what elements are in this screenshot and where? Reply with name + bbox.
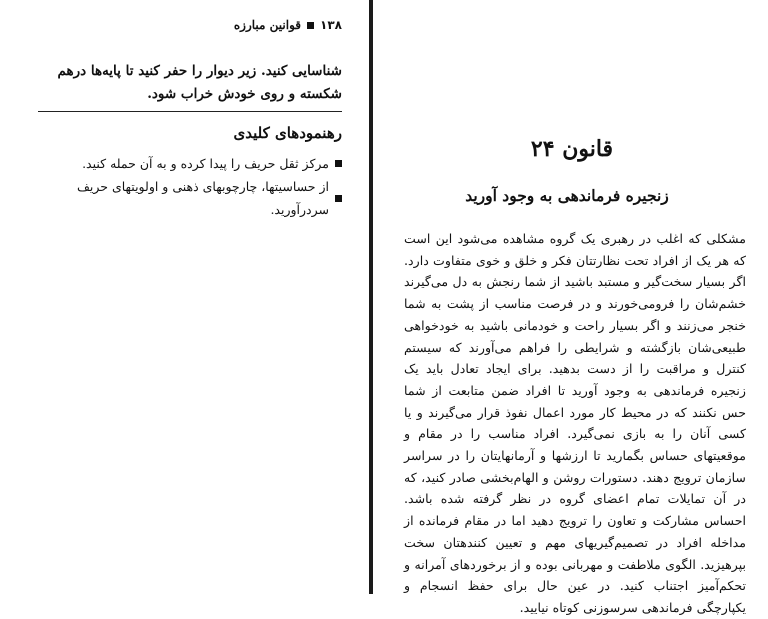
key-points-heading: رهنمودهای کلیدی [233, 124, 342, 142]
page-header [234, 18, 342, 32]
key-points-list [34, 152, 342, 221]
intro-paragraph: شناسایی کنید. زیر دیوار را حفر کنید تا پایه‌ها درهم شکسته و روی خودش خراب شود. [57, 63, 342, 102]
section-divider [38, 111, 342, 112]
book-title: قوانین مبارزه [233, 18, 302, 32]
key-point-text: از حساسیتها، چارچوبهای ذهنی و اولویتهای حریف سردرآورید. [76, 179, 329, 217]
key-point-text: مرکز ثقل حریف را پیدا کرده و به آن حمله کنید. [82, 156, 329, 171]
square-bullet-icon [307, 22, 314, 29]
law-title: قانون ۲۴ [530, 136, 614, 162]
square-bullet-icon [335, 195, 342, 202]
list-item [34, 152, 342, 175]
right-page [376, 0, 768, 615]
book-spine [369, 0, 373, 594]
list-item [34, 175, 342, 221]
square-bullet-icon [335, 160, 342, 167]
page-number: ۱۳۸ [320, 18, 342, 32]
law-subtitle: زنجیره فرماندهی به وجود آورید [465, 186, 669, 205]
body-paragraph: مشکلی که اغلب در رهبری یک گروه مشاهده می‌شود این است که هر یک از افراد تحت نظارتتان فکر و خلق و خوی متفاوت دارد. اگر بسیار سخت‌گیر و مستبد باشید از شما رنجش به دل می‌گیرند خشم‌شان را فرومی‌خورند و در فرصت مناسب از پشت به شما خنجر می‌زنند و اگر بسیار راحت و خودمانی باشید به خودخواهی طبیعی‌شان بازگشته و شرایطی را فراهم می‌آورند که سیستم کنترل و مراقبت را از دست بدهید. برای ایجاد تعادل باید یک زنجیره فرماندهی به وجود آورید تا افراد ضمن متابعت از شما حس نکنند که در محیط کار مورد اعمال نفوذ قرار می‌گیرند و یا کسی آنان را به بازی نمی‌گیرد. افراد مناسب را در مقام و موقعیتهای حساس بگمارید تا ارزشها و آرمانهایتان را در سراسر سازمان ترویج دهند. دستورات روشن و الهام‌بخشی صادر کنید، که در آن تمایلات تمام اعضای گروه در نظر گرفته شده باشد. احساس مشارکت و تعاون را ترویج دهید اما در مقام فرمانده از مداخله افراد در تصمیم‌گیریهای مهم و تعیین کنندهتان سخت بپرهیزید. الگوی ملاطفت و مهربانی بوده و از برخوردهای آمرانه و تحکم‌آمیز اجتناب کنید. در عین حال برای حفظ انسجام و یکپارچگی فرماندهی سرسوزنی کوتاه نیایید. [404, 231, 746, 615]
left-page [0, 0, 370, 594]
